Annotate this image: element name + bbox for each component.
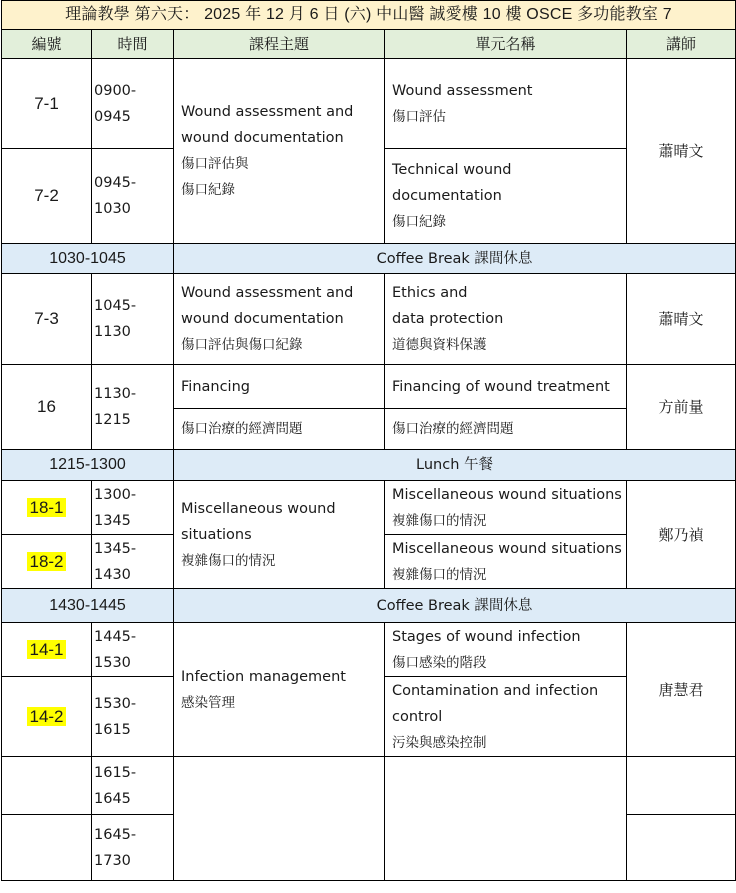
break-row [2, 450, 736, 481]
break-label: Coffee Break 課間休息 [174, 244, 736, 274]
topic-zh: 傷口評估與 [181, 156, 249, 172]
session-time: 1530-1615 [92, 677, 174, 757]
schedule-table [1, 0, 736, 881]
topic-zh: 傷口紀錄 [181, 182, 235, 198]
unit-zh: 複雜傷口的情況 [392, 512, 487, 529]
session-time: 1345-1430 [92, 535, 174, 589]
lecturer-cell: 鄭乃禎 [627, 481, 736, 589]
session-time: 0945-1030 [92, 149, 174, 244]
break-time: 1030-1045 [2, 244, 174, 274]
topic-en: wound documentation [181, 311, 344, 327]
topic-zh: 複雜傷口的情況 [181, 552, 276, 569]
unit-en: Miscellaneous wound situations [392, 540, 622, 557]
session-code-highlight: 14-1 [29, 639, 64, 659]
header-topic: 課程主題 [174, 30, 385, 59]
session-code-highlight: 18-2 [29, 551, 64, 571]
session-time: 1615-1645 [92, 757, 174, 815]
topic-cell [174, 59, 385, 244]
unit-cell [385, 149, 627, 244]
topic-zh: 傷口治療的經濟問題 [174, 409, 385, 450]
session-code: 16 [2, 365, 92, 450]
topic-en: situations [181, 526, 252, 543]
topic-zh: 傷口評估與傷口紀錄 [181, 337, 303, 353]
break-row [2, 244, 736, 274]
unit-en: Ethics and [392, 285, 468, 301]
session-code [2, 757, 92, 815]
table-row [2, 623, 736, 677]
topic-en: wound documentation [181, 130, 344, 146]
unit-en: Stages of wound infection [392, 628, 581, 645]
unit-cell [385, 757, 627, 881]
lecturer-cell: 蕭晴文 [627, 59, 736, 244]
unit-en: documentation [392, 188, 502, 204]
unit-zh: 道德與資料保護 [392, 337, 487, 353]
unit-cell [385, 481, 627, 535]
session-time: 1645-1730 [92, 815, 174, 881]
unit-zh: 傷口評估 [392, 108, 446, 125]
topic-en: Wound assessment and [181, 104, 354, 120]
unit-cell [385, 59, 627, 149]
unit-zh: 傷口治療的經濟問題 [385, 409, 627, 450]
break-row [2, 589, 736, 623]
lecturer-cell [627, 815, 736, 881]
session-time: 0900-0945 [92, 59, 174, 149]
lecturer-cell: 唐慧君 [627, 623, 736, 757]
break-label: Lunch 午餐 [174, 450, 736, 481]
session-code: 7-1 [2, 59, 92, 149]
session-code [2, 481, 92, 535]
session-code [2, 677, 92, 757]
topic-en: Infection management [181, 668, 346, 685]
topic-cell [174, 274, 385, 365]
table-row [2, 757, 736, 815]
unit-cell [385, 535, 627, 589]
table-row [2, 365, 736, 409]
session-code-highlight: 18-1 [29, 497, 64, 517]
break-time: 1215-1300 [2, 450, 174, 481]
break-label: Coffee Break 課間休息 [174, 589, 736, 623]
header-lecturer: 講師 [627, 30, 736, 59]
lecturer-cell: 方前量 [627, 365, 736, 450]
topic-en: Miscellaneous wound [181, 500, 336, 517]
table-row [2, 481, 736, 535]
session-code [2, 535, 92, 589]
topic-en: Wound assessment and [181, 285, 354, 301]
lecturer-cell [627, 757, 736, 815]
topic-cell [174, 623, 385, 757]
unit-en: Financing of wound treatment [385, 365, 627, 409]
session-code [2, 623, 92, 677]
table-row [2, 59, 736, 149]
session-code: 7-3 [2, 274, 92, 365]
header-time: 時間 [92, 30, 174, 59]
schedule-title: 理論教學 第六天： 2025 年 12 月 6 日 (六) 中山醫 誠愛樓 10 樓 OSCE 多功能教室 7 [2, 1, 736, 30]
session-time: 1300-1345 [92, 481, 174, 535]
lecturer-cell: 蕭晴文 [627, 274, 736, 365]
header-unit: 單元名稱 [385, 30, 627, 59]
session-time: 1130-1215 [92, 365, 174, 450]
unit-cell [385, 274, 627, 365]
unit-zh: 複雜傷口的情況 [392, 566, 487, 583]
unit-en: control [392, 708, 443, 725]
topic-cell [174, 481, 385, 589]
unit-cell [385, 623, 627, 677]
session-time: 1045-1130 [92, 274, 174, 365]
unit-en: data protection [392, 311, 504, 327]
session-time: 1445-1530 [92, 623, 174, 677]
table-row [2, 274, 736, 365]
unit-cell [385, 677, 627, 757]
unit-en: Contamination and infection [392, 682, 599, 699]
break-time: 1430-1445 [2, 589, 174, 623]
topic-cell [174, 757, 385, 881]
unit-en: Miscellaneous wound situations [392, 486, 622, 503]
unit-zh: 污染與感染控制 [392, 734, 487, 751]
session-code: 7-2 [2, 149, 92, 244]
unit-zh: 傷口紀錄 [392, 214, 446, 230]
session-code-highlight: 14-2 [29, 706, 64, 726]
session-code [2, 815, 92, 881]
unit-zh: 傷口感染的階段 [392, 654, 487, 671]
unit-en: Technical wound [392, 162, 512, 178]
topic-en: Financing [174, 365, 385, 409]
topic-zh: 感染管理 [181, 694, 235, 711]
unit-en: Wound assessment [392, 82, 533, 99]
header-code: 編號 [2, 30, 92, 59]
